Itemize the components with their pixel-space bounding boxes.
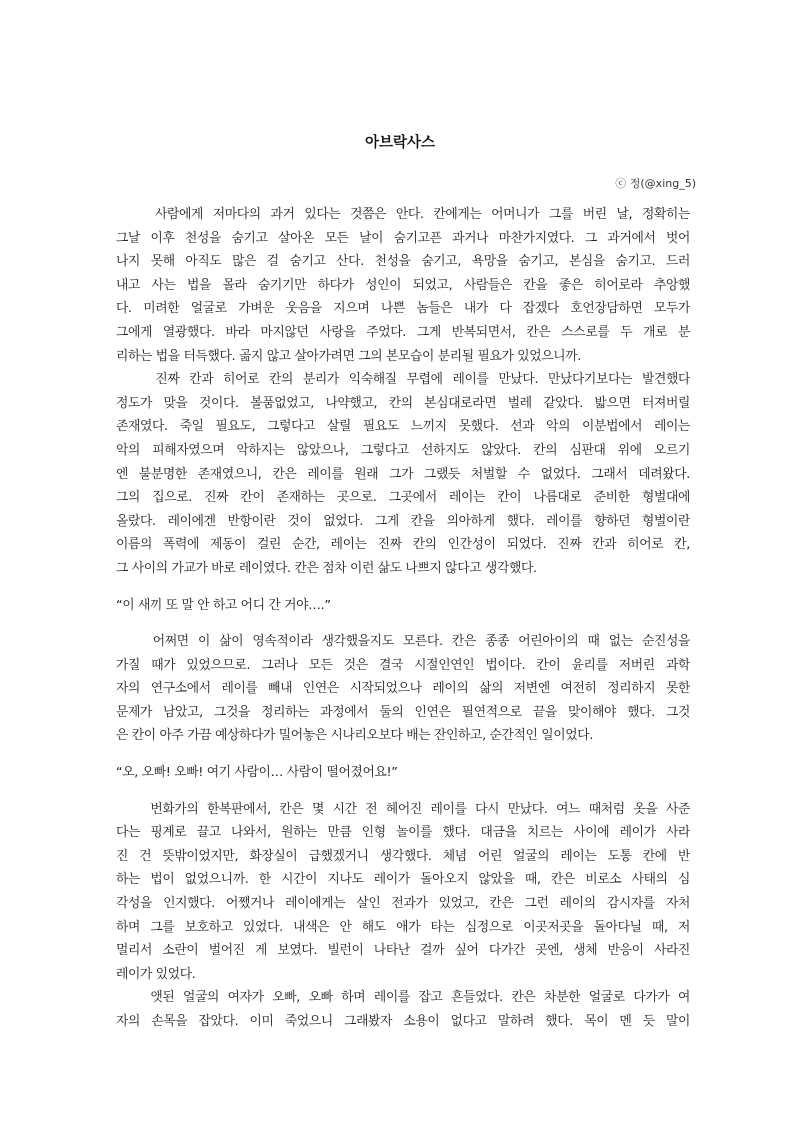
text-line: 레이가 있었다. <box>116 966 196 982</box>
dialogue-line <box>116 594 690 618</box>
text-line: 존재였다. 죽일 필요도, 그렇다고 살릴 필요도 느끼지 못했다. 선과 악의 이분법에서 레이는 <box>116 419 690 435</box>
paragraph <box>116 798 690 987</box>
text-line: 각성을 인지했다. 어쨌거나 레이에게는 살인 전과가 있었고, 칸은 그런 레이의 감시자를 자처 <box>116 896 690 912</box>
text-line: 이름의 폭력에 제동이 걸린 순간, 레이는 진짜 칸의 인간성이 되었다. 진짜 칸과 히어로 칸, <box>116 537 690 553</box>
text-line: 그에게 열광했다. 바라 마지않던 사랑을 주었다. 그게 반복되면서, 칸은 스스로를 두 개로 분 <box>116 324 690 340</box>
text-line: 번화가의 한복판에서, 칸은 몇 시간 전 헤어진 레이를 다시 만났다. 여느 때처럼 옷을 사준 <box>116 801 690 817</box>
text-line: 내고 사는 법을 몰라 숨기기만 하다가 성인이 되었고, 사람들은 칸을 좋은 히어로라 추앙했 <box>116 277 690 293</box>
text-line: 사람에게 저마다의 과거 있다는 것쯤은 안다. 칸에게는 어머니가 그를 버린 날, 정확히는 <box>116 207 690 222</box>
document-title: 아브락사스 <box>364 135 436 151</box>
dialogue-line <box>116 761 690 785</box>
text-line: 다는 핑계로 끌고 나와서, 원하는 만큼 인형 놀이를 했다. 대금을 치르는 사이에 레이가 사라 <box>116 825 690 841</box>
text-line: 문제가 남았고, 그것을 정리하는 과정에서 둘의 인연은 필연적으로 끝을 맞이해야 했다. 그것 <box>116 704 690 720</box>
text-line: 그의 집으로. 진짜 칸이 존재하는 곳으로. 그곳에서 레이는 칸이 나름대로 준비한 형벌대에 <box>116 490 690 506</box>
text-line: 다. 미려한 얼굴로 가벼운 웃음을 지으며 나쁜 놈들은 내가 다 잡겠다 호언장담하면 모두가 <box>116 301 690 317</box>
text-line: 올랐다. 레이에겐 반항이란 것이 없었다. 그게 칸을 의아하게 했다. 레이를 향하던 형벌이란 <box>116 513 690 529</box>
paragraph-gap <box>116 581 690 594</box>
text-line: 하며 그를 보호하고 있었다. 내색은 안 해도 애가 타는 심정으로 이곳저곳을 돌아다닐 때, 저 <box>116 919 690 935</box>
text-line: 진 건 뜻밖이었지만, 화장실이 급했겠거니 생각했다. 체념 어린 얼굴의 레이는 도통 칸에 반 <box>116 848 690 864</box>
text-line: 엔 불분명한 존재였으니, 칸은 레이를 원래 그가 그랬듯 처벌할 수 없었다. 그래서 데려왔다. <box>116 466 690 482</box>
text-line: 하는 법이 없었으니까. 한 시간이 지나도 레이가 돌아오지 않았을 때, 칸은 비로소 사태의 심 <box>116 872 690 888</box>
author-byline: ⓒ 정(@xing_5) <box>615 177 696 190</box>
text-line: 정도가 맞을 것이다. 볼품없었고, 나약했고, 칸의 본심대로라면 벌레 같았다. 밟으면 터져버릴 <box>116 395 690 411</box>
text-line: 가질 때가 있었으므로. 그러나 모든 것은 결국 시절인연인 법이다. 칸이 윤리를 저버린 과학 <box>116 657 690 673</box>
text-line: “이 새끼 또 말 안 하고 어디 간 거야….” <box>116 597 331 613</box>
text-line: 자의 손목을 잡았다. 이미 죽었으니 그래봤자 소용이 없다고 말하려 했다. 목이 멘 듯 말이 <box>116 1014 690 1029</box>
text-line: 그날 이후 천성을 숨기고 살아온 모든 날이 숨기고픈 과거나 마찬가지였다. 그 과거에서 벗어 <box>116 230 690 246</box>
text-line: 앳된 얼굴의 여자가 오빠, 오빠 하며 레이를 잡고 흔들었다. 칸은 차분한 얼굴로 다가가 여 <box>116 990 690 1006</box>
text-line: 어쩌면 이 삶이 영속적이라 생각했을지도 모른다. 칸은 종종 어린아이의 때 없는 순진성을 <box>116 634 690 650</box>
text-line: 악의 피해자였으며 악하지는 않았으나, 그렇다고 선하지도 않았다. 칸의 심판대 위에 오르기 <box>116 442 690 458</box>
text-line: 리하는 법을 터득했다. 곪지 않고 살아가려면 그의 본모습이 분리될 필요가 있었으니까. <box>116 348 582 364</box>
text-line: 그 사이의 가교가 바로 레이였다. 칸은 점차 이런 삶도 나쁘지 않다고 생각했다. <box>116 560 537 576</box>
paragraph-gap <box>116 748 690 761</box>
paragraph-gap <box>116 785 690 798</box>
text-line: 진짜 칸과 히어로 칸의 분리가 익숙해질 무렵에 레이를 만났다. 만났다기보다는 발견했다 <box>116 372 690 388</box>
paragraph <box>116 368 690 580</box>
paragraph <box>116 986 690 1033</box>
paragraph <box>116 630 690 748</box>
text-line: “오, 오빠! 오빠! 여기 사람이… 사람이 떨어졌어요!” <box>116 765 398 781</box>
text-line: 나지 못해 아직도 많은 걸 숨기고 산다. 천성을 숨기고, 욕망을 숨기고, 본심을 숨기고. 드러 <box>116 254 690 270</box>
paragraph-gap <box>116 617 690 630</box>
text-line: 은 칸이 아주 가끔 예상하다가 밀어놓은 시나리오보다 배는 잔인하고, 순간적인 일이었다. <box>116 728 594 744</box>
body-text <box>116 203 690 1034</box>
text-line: 멀리서 소란이 벌어진 게 보였다. 빌런이 나타난 걸까 싶어 다가간 곳엔, 생체 반응이 사라진 <box>116 943 690 959</box>
paragraph <box>116 203 690 368</box>
text-line: 자의 연구소에서 레이를 빼내 인연은 시작되었으나 레이의 삶의 저변엔 여전히 정리하지 못한 <box>116 681 690 697</box>
